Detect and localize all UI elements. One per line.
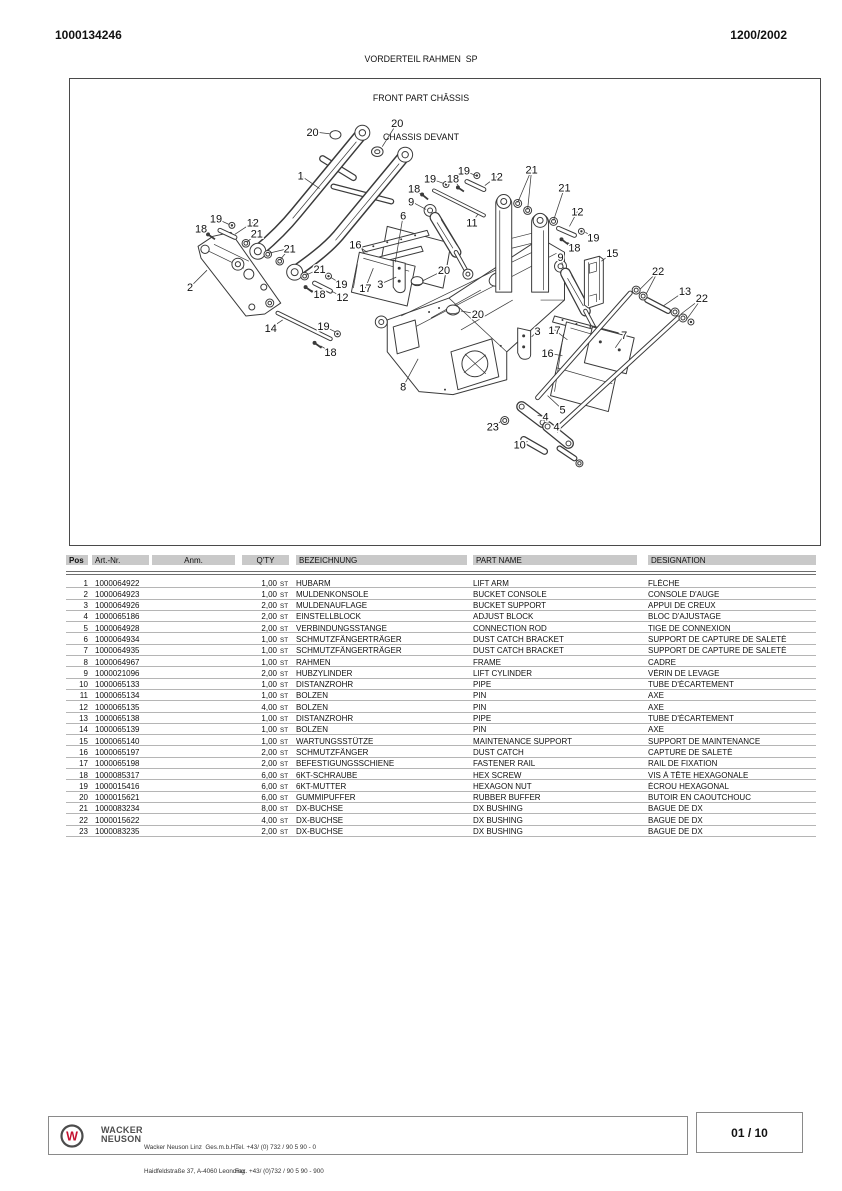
cell-st: ST [280, 795, 289, 803]
cell-qty: 2,00 [261, 623, 277, 633]
cell-desig: BAGUE DE DX [648, 815, 703, 825]
cell-st: ST [280, 648, 289, 656]
cell-art: 1000015416 [95, 781, 140, 791]
callout-number: 21 [558, 182, 571, 195]
cell-pos: 18 [79, 770, 88, 780]
callout-number: 9 [557, 252, 564, 265]
cell-art: 1000065138 [95, 714, 140, 724]
cell-part: LIFT CYLINDER [473, 668, 532, 678]
callout-number: 17 [359, 283, 372, 296]
cell-pos: 3 [83, 601, 88, 611]
cell-bez: WARTUNGSSTÜTZE [296, 736, 374, 746]
callout-number: 10 [513, 439, 526, 452]
parts-table-body [66, 577, 816, 837]
table-row [66, 769, 816, 780]
cell-qty: 2,00 [261, 612, 277, 622]
callout-number: 21 [525, 164, 538, 177]
callout-number: 18 [568, 242, 581, 255]
cell-desig: TUBE D'ÉCARTEMENT [648, 714, 734, 724]
table-row [66, 690, 816, 701]
cell-pos: 5 [83, 623, 88, 633]
company-address: Wacker Neuson Linz Ges.m.b.H. Haidfeldstraße 37, A-4060 Leonding [144, 1144, 245, 1175]
cell-art: 1000015622 [95, 815, 140, 825]
parts-table [66, 555, 816, 837]
cell-qty: 8,00 [261, 804, 277, 814]
callout-number: 22 [651, 266, 665, 279]
table-row [66, 622, 816, 633]
callout-number: 3 [377, 279, 384, 292]
cell-qty: 1,00 [261, 589, 277, 599]
cell-art: 1000064934 [95, 634, 140, 644]
callout-number: 23 [486, 421, 499, 434]
cell-qty: 1,00 [261, 657, 277, 667]
table-row [66, 735, 816, 746]
cell-bez: BOLZEN [296, 702, 329, 712]
callout-number: 12 [571, 206, 584, 219]
callout-number: 17 [548, 324, 561, 337]
callout-number: 21 [283, 243, 296, 256]
cell-st: ST [280, 829, 289, 837]
cell-st: ST [280, 738, 289, 746]
cell-art: 1000064935 [95, 646, 140, 656]
cell-st: ST [280, 580, 289, 588]
table-row [66, 600, 816, 611]
cell-st: ST [280, 659, 289, 667]
cell-pos: 17 [79, 759, 88, 769]
cell-st: ST [280, 772, 289, 780]
cell-pos: 19 [79, 781, 88, 791]
cell-pos: 4 [83, 612, 88, 622]
cell-qty: 2,00 [261, 601, 277, 611]
cell-bez: GUMMIPUFFER [296, 793, 356, 803]
cell-st: ST [280, 625, 289, 633]
cell-art: 1000065186 [95, 612, 140, 622]
rubber-buffer-cap [330, 131, 341, 139]
cell-desig: TUBE D'ÉCARTEMENT [648, 680, 734, 690]
callout-number: 22 [695, 293, 708, 306]
cell-bez: 6KT-MUTTER [296, 781, 347, 791]
callout-number: 19 [457, 165, 471, 178]
maintenance-support-drawing [584, 256, 603, 308]
cell-pos: 6 [83, 634, 88, 644]
cell-pos: 20 [79, 793, 88, 803]
cell-qty: 1,00 [261, 634, 277, 644]
diagram-svg [70, 79, 820, 545]
cell-pos: 13 [79, 714, 88, 724]
cell-art: 1000065198 [95, 759, 140, 769]
cell-part: PIPE [473, 714, 492, 724]
cell-qty: 2,00 [261, 827, 277, 837]
cell-st: ST [280, 716, 289, 724]
document-number: 1000134246 [55, 28, 122, 42]
table-row [66, 713, 816, 724]
cell-bez: SCHMUTZFÄNGERTRÄGER [296, 646, 402, 656]
cell-bez: SCHMUTZFÄNGERTRÄGER [296, 634, 402, 644]
cell-qty: 4,00 [261, 815, 277, 825]
cell-st: ST [280, 603, 289, 611]
callout-number: 5 [559, 404, 566, 417]
table-row [66, 826, 816, 837]
cell-desig: SUPPORT DE MAINTENANCE [648, 736, 761, 746]
cell-pos: 15 [79, 736, 88, 746]
pin-11-drawing [434, 191, 484, 216]
callout-number: 18 [313, 289, 326, 302]
table-row [66, 667, 816, 678]
cell-qty: 1,00 [261, 578, 277, 588]
callout-number: 8 [400, 381, 407, 394]
cell-desig: AXE [648, 725, 665, 735]
cell-st: ST [280, 591, 289, 599]
cell-st: ST [280, 636, 289, 644]
cell-art: 1000064926 [95, 601, 140, 611]
table-row [66, 588, 816, 599]
callout-number: 20 [437, 265, 451, 278]
cell-desig: APPUI DE CREUX [648, 601, 716, 611]
callout-number: 7 [621, 329, 628, 342]
callout-number: 4 [553, 421, 560, 434]
cell-part: DUST CATCH [473, 747, 524, 757]
cell-desig: BUTOIR EN CAOUTCHOUC [648, 793, 751, 803]
cell-part: PIPE [473, 680, 492, 690]
cell-qty: 1,00 [261, 736, 277, 746]
cell-st: ST [280, 727, 289, 735]
cell-pos: 7 [83, 646, 88, 656]
callout-number: 12 [336, 292, 349, 305]
cell-art: 1000064928 [95, 623, 140, 633]
column-header-artnr: Art.-Nr. [92, 555, 149, 565]
cell-st: ST [280, 783, 289, 791]
cell-desig: BLOC D'AJUSTAGE [648, 612, 721, 622]
cell-desig: VÉRIN DE LEVAGE [648, 668, 720, 678]
cell-st: ST [280, 806, 289, 814]
cell-pos: 2 [83, 589, 88, 599]
callout-number: 12 [246, 217, 259, 230]
cell-qty: 1,00 [261, 646, 277, 656]
cell-art: 1000064967 [95, 657, 140, 667]
column-header-qty: Q'TY [242, 555, 289, 565]
cell-part: RUBBER BUFFER [473, 793, 541, 803]
column-header-partname: PART NAME [473, 555, 637, 565]
column-header-anm: Anm. [152, 555, 235, 565]
cell-pos: 10 [79, 680, 88, 690]
exploded-view-panel [69, 78, 821, 546]
table-row [66, 701, 816, 712]
cell-bez: BOLZEN [296, 725, 329, 735]
cell-desig: CONSOLE D'AUGE [648, 589, 720, 599]
cell-qty: 6,00 [261, 793, 277, 803]
table-row [66, 724, 816, 735]
table-row [66, 611, 816, 622]
cell-qty: 6,00 [261, 781, 277, 791]
cell-qty: 6,00 [261, 770, 277, 780]
cell-bez: BOLZEN [296, 691, 329, 701]
cell-pos: 9 [83, 668, 88, 678]
cell-qty: 1,00 [261, 725, 277, 735]
cell-part: CONNECTION ROD [473, 623, 547, 633]
cell-qty: 4,00 [261, 702, 277, 712]
callout-number: 9 [408, 196, 415, 209]
callout-number: 20 [306, 126, 319, 139]
callout-number: 20 [471, 308, 484, 321]
callout-number: 2 [187, 282, 194, 295]
table-row [66, 679, 816, 690]
cell-desig: SUPPORT DE CAPTURE DE SALETÉ [648, 634, 787, 644]
column-header-designation: DESIGNATION [648, 555, 816, 565]
callout-number: 12 [490, 171, 503, 184]
cell-desig: TIGE DE CONNEXION [648, 623, 731, 633]
cell-st: ST [280, 682, 289, 690]
cell-st: ST [280, 614, 289, 622]
callout-number: 18 [446, 173, 460, 186]
cell-part: MAINTENANCE SUPPORT [473, 736, 572, 746]
cell-st: ST [280, 704, 289, 712]
cell-art: 1000015621 [95, 793, 140, 803]
cell-desig: ÉCROU HEXAGONAL [648, 781, 729, 791]
page-number: 01 / 10 [696, 1112, 803, 1153]
cell-pos: 1 [83, 578, 88, 588]
cell-bez: SCHMUTZFÄNGER [296, 747, 369, 757]
cell-pos: 12 [79, 702, 88, 712]
title-english: FRONT PART CHÂSSIS [372, 93, 470, 103]
edition-number: 1200/2002 [730, 28, 787, 42]
callout-number: 14 [264, 322, 277, 335]
cell-st: ST [280, 670, 289, 678]
cell-st: ST [280, 817, 289, 825]
cell-bez: BEFESTIGUNGSSCHIENE [296, 759, 395, 769]
cell-qty: 1,00 [261, 691, 277, 701]
cell-qty: 1,00 [261, 680, 277, 690]
cell-art: 1000065134 [95, 691, 140, 701]
callout-number: 19 [587, 232, 600, 245]
callout-number: 3 [534, 325, 541, 338]
callout-number: 19 [209, 213, 223, 226]
callout-number: 21 [313, 264, 326, 277]
callout-number: 19 [423, 173, 437, 186]
cell-st: ST [280, 761, 289, 769]
cell-part: DX BUSHING [473, 804, 523, 814]
callout-number: 4 [542, 411, 549, 424]
column-header-pos: Pos [66, 555, 88, 565]
cell-bez: DX-BUCHSE [296, 827, 344, 837]
cell-bez: HUBARM [296, 578, 331, 588]
cell-art: 1000085317 [95, 770, 140, 780]
cell-desig: AXE [648, 691, 665, 701]
callout-number: 18 [408, 183, 421, 196]
cell-bez: MULDENAUFLAGE [296, 601, 368, 611]
cell-part: ADJUST BLOCK [473, 612, 534, 622]
table-row [66, 803, 816, 814]
cell-part: DX BUSHING [473, 827, 523, 837]
callout-number: 11 [466, 217, 478, 230]
cell-pos: 14 [79, 725, 88, 735]
table-row [66, 758, 816, 769]
callout-number: 16 [541, 347, 554, 360]
cell-part: FRAME [473, 657, 501, 667]
cell-part: PIN [473, 691, 487, 701]
cell-part: FASTENER RAIL [473, 759, 536, 769]
cell-part: BUCKET CONSOLE [473, 589, 547, 599]
callout-number: 15 [606, 248, 619, 261]
cell-art: 1000064923 [95, 589, 140, 599]
callout-number: 19 [335, 279, 348, 292]
cell-pos: 23 [79, 827, 88, 837]
callout-number: 6 [400, 210, 407, 223]
brand-wordmark: WACKER NEUSON [101, 1125, 143, 1144]
cell-bez: DISTANZROHR [296, 714, 354, 724]
wacker-neuson-logo-icon [59, 1123, 85, 1154]
cell-bez: 6KT-SCHRAUBE [296, 770, 358, 780]
cell-bez: RAHMEN [296, 657, 331, 667]
cell-desig: FLÈCHE [648, 578, 680, 588]
cell-art: 1000065135 [95, 702, 140, 712]
cell-bez: MULDENKONSOLE [296, 589, 369, 599]
cell-bez: VERBINDUNGSSTANGE [296, 623, 387, 633]
cell-desig: AXE [648, 702, 665, 712]
phone-fax: Tel. +43/ (0) 732 / 90 5 90 - 0 Fax. +43/ (0)732 / 90 5 90 - 900 [235, 1144, 324, 1175]
cell-bez: DISTANZROHR [296, 680, 354, 690]
cell-desig: CADRE [648, 657, 677, 667]
cell-art: 1000083234 [95, 804, 140, 814]
cell-bez: DX-BUCHSE [296, 815, 344, 825]
table-row [66, 633, 816, 644]
table-row [66, 656, 816, 667]
cell-desig: VIS À TÊTE HEXAGONALE [648, 770, 749, 780]
cell-part: DUST CATCH BRACKET [473, 634, 564, 644]
callout-number: 16 [349, 239, 362, 252]
cell-part: HEX SCREW [473, 770, 522, 780]
callout-number: 19 [317, 320, 330, 333]
cell-desig: BAGUE DE DX [648, 804, 703, 814]
cell-art: 1000065139 [95, 725, 140, 735]
svg-text:W: W [66, 1129, 78, 1144]
cell-st: ST [280, 749, 289, 757]
cell-part: PIN [473, 725, 487, 735]
title-french: CHASSIS DEVANT [382, 132, 460, 142]
table-header-row [66, 555, 816, 565]
cell-part: BUCKET SUPPORT [473, 601, 547, 611]
header-divider [66, 571, 816, 575]
cell-desig: SUPPORT DE CAPTURE DE SALETÉ [648, 646, 787, 656]
table-row [66, 792, 816, 803]
cell-qty: 2,00 [261, 668, 277, 678]
cell-pos: 11 [79, 691, 88, 701]
cell-part: LIFT ARM [473, 578, 509, 588]
cell-part: DX BUSHING [473, 815, 523, 825]
cell-bez: DX-BUCHSE [296, 804, 344, 814]
cell-pos: 8 [83, 657, 88, 667]
callout-number: 18 [194, 223, 208, 236]
cell-desig: RAIL DE FIXATION [648, 759, 718, 769]
column-header-bezeichnung: BEZEICHNUNG [296, 555, 467, 565]
table-row [66, 814, 816, 825]
table-row [66, 645, 816, 656]
cell-desig: CAPTURE DE SALETÉ [648, 747, 733, 757]
cell-st: ST [280, 693, 289, 701]
table-row [66, 577, 816, 588]
cell-bez: HUBZYLINDER [296, 668, 353, 678]
cell-desig: BAGUE DE DX [648, 827, 703, 837]
cell-qty: 2,00 [261, 747, 277, 757]
cell-art: 1000065197 [95, 747, 140, 757]
cell-art: 1000064922 [95, 578, 140, 588]
footer-bar [48, 1116, 688, 1175]
cell-part: DUST CATCH BRACKET [473, 646, 564, 656]
cell-qty: 2,00 [261, 759, 277, 769]
cell-part: PIN [473, 702, 487, 712]
cell-pos: 16 [79, 747, 88, 757]
cell-art: 1000083235 [95, 827, 140, 837]
cell-art: 1000021096 [95, 668, 140, 678]
cell-part: HEXAGON NUT [473, 781, 532, 791]
table-row [66, 780, 816, 791]
callout-number: 18 [324, 346, 337, 359]
cell-qty: 1,00 [261, 714, 277, 724]
cell-pos: 21 [79, 804, 88, 814]
callout-number: 1 [297, 170, 304, 183]
cell-bez: EINSTELLBLOCK [296, 612, 361, 622]
callout-number: 20 [391, 117, 404, 130]
callout-number: 21 [250, 228, 263, 241]
cell-art: 1000065140 [95, 736, 140, 746]
title-german: VORDERTEIL RAHMEN SP [364, 54, 478, 64]
cell-art: 1000065133 [95, 680, 140, 690]
table-row [66, 746, 816, 757]
cell-pos: 22 [79, 815, 88, 825]
callout-number: 13 [678, 286, 692, 299]
